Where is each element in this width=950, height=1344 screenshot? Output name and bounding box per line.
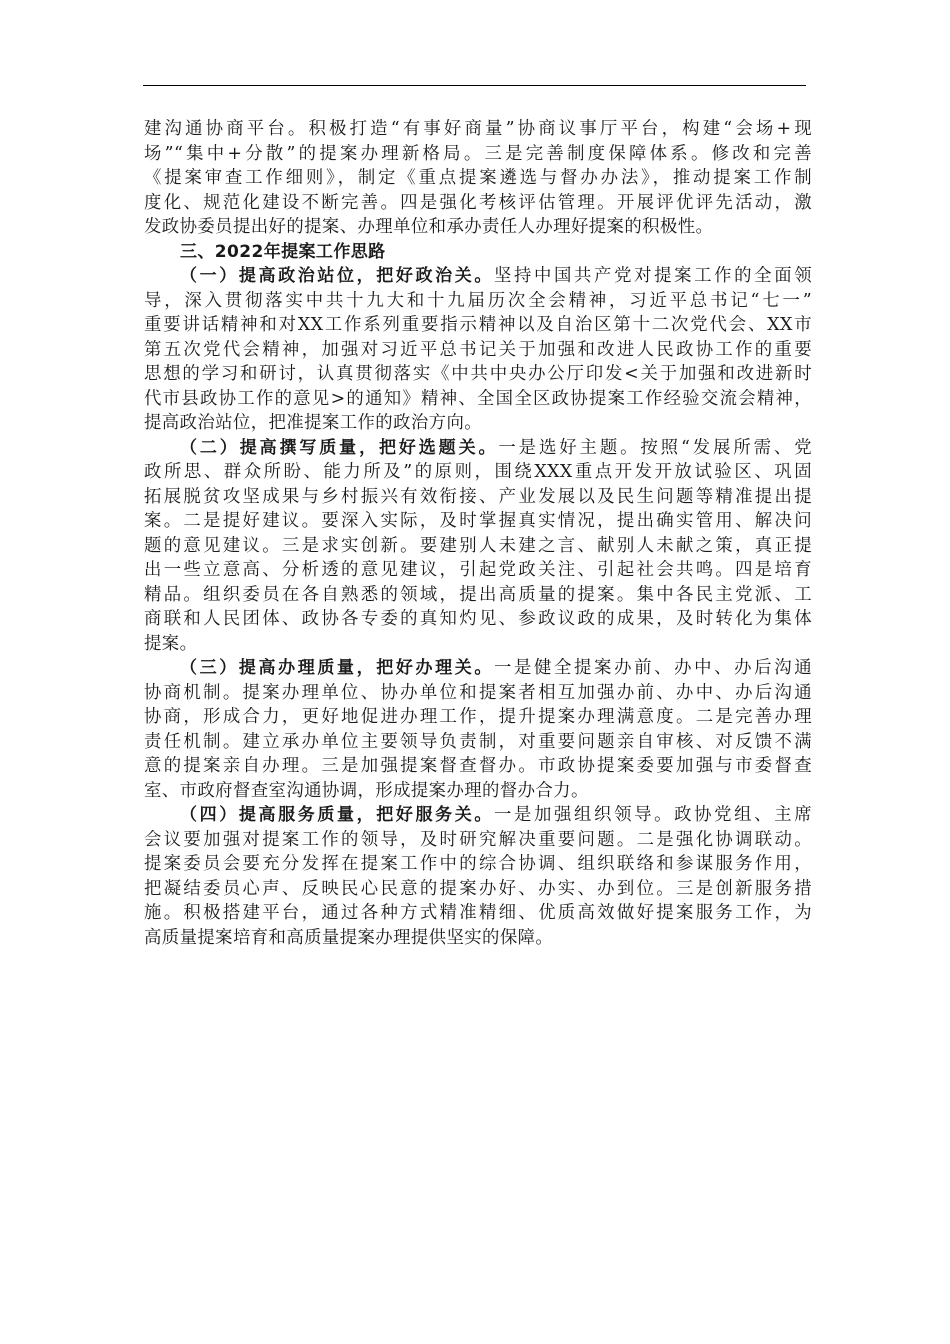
text-line: 重要讲话精神和对XX工作系列重要指示精神以及自治区第十二次党代会、XX市: [144, 315, 812, 335]
paragraph-first-line: [144, 436, 812, 461]
paragraph-text: 一是选好主题。按照“发展所需、党: [498, 437, 812, 458]
text-line: 协商机制。提案办理单位、协办单位和提案者相互加强办前、办中、办后沟通: [144, 682, 812, 703]
paragraph-lead: （三）提高办理质量，把好办理关。: [180, 658, 494, 678]
text-line: 政所思、群众所盼、能力所及”的原则，围绕XXX重点开发开放试验区、巩固: [144, 462, 812, 482]
text-line: 协商，形成合力，更好地促进办理工作，提升提案办理满意度。二是完善办理: [144, 707, 812, 727]
paragraph-text: 一是加强组织领导。政协党组、主席: [493, 805, 812, 825]
text-line: 发政协委员提出好的提案、办理单位和承办责任人办理好提案的积极性。: [144, 217, 714, 237]
text-line: 精品。组织委员在各自熟悉的领域，提出高质量的提案。集中各民主党派、工: [144, 584, 812, 605]
text-line: 出一些立意高、分析透的意见建议，引起党政关注、引起社会共鸣。四是培育: [144, 560, 812, 580]
text-line: 度化、规范化建设不断完善。四是强化考核评估管理。开展评优评先活动，激: [144, 192, 812, 213]
text-line: 题的意见建议。三是求实创新。要建别人未建之言、献别人未献之策，真正提: [144, 535, 812, 556]
paragraph-first-line: [144, 264, 812, 289]
paragraph-section-1: [144, 264, 812, 436]
paragraph-first-line: [144, 803, 812, 828]
text-line: 导，深入贯彻落实中共十九大和十九届历次全会精神，习近平总书记“七一”: [144, 290, 812, 311]
paragraph-lead: （一）提高政治站位，把好政治关。: [180, 266, 494, 286]
text-line: 商联和人民团体、政协各专委的真知灼见、参政议政的成果，及时转化为集体: [144, 609, 812, 629]
text-line: 提案。: [144, 633, 198, 654]
text-line: 第五次党代会精神，加强对习近平总书记关于加强和改进人民政协工作的重要: [144, 339, 812, 360]
text-line: 《提案审查工作细则》，制定《重点提案遴选与督办办法》，推动提案工作制: [144, 168, 812, 188]
document-body: [144, 117, 812, 950]
text-line: 思想的学习和研讨，认真贯彻落实《中共中央办公厅印发<关于加强和改进新时: [144, 364, 812, 384]
text-line: 场”“集中+分散”的提案办理新格局。三是完善制度保障体系。修改和完善: [144, 143, 812, 164]
text-line: 室、市政府督查室沟通协调，形成提案办理的督办合力。: [144, 780, 589, 801]
text-line: 提高政治站位，把准提案工作的政治方向。: [144, 413, 483, 433]
paragraph-section-4: [144, 803, 812, 950]
text-line: 责任机制。建立承办单位主要领导负责制，对重要问题亲自审核、对反馈不满: [144, 731, 812, 752]
text-line: 把凝结委员心声、反映民心民意的提案办好、办实、办到位。三是创新服务措: [144, 878, 812, 899]
paragraph-lead: （四）提高服务质量，把好服务关。: [180, 805, 494, 825]
paragraph-lead: （二）提高撰写质量，把好选题关。: [180, 437, 499, 458]
paragraph-text: 一是健全提案办前、办中、办后沟通: [493, 658, 812, 678]
text-line: 建沟通协商平台。积极打造“有事好商量”协商议事厅平台，构建“会场+现: [144, 119, 812, 139]
text-line: 代市县政协工作的意见>的通知》精神、全国全区政协提案工作经验交流会精神，: [144, 388, 812, 409]
text-line: 会议要加强对提案工作的领导，及时研究解决重要问题。二是强化协调联动。: [144, 829, 812, 850]
header-rule: [143, 85, 806, 86]
intro-paragraph: [144, 117, 812, 240]
paragraph-section-2: [144, 436, 812, 657]
text-line: 案。二是提好建议。要深入实际，及时掌握真实情况，提出确实管用、解决问: [144, 511, 812, 531]
text-line: 拓展脱贫攻坚成果与乡村振兴有效衔接、产业发展以及民生问题等精准提出提: [144, 486, 812, 507]
text-line: 提案委员会要充分发挥在提案工作中的综合协调、组织联络和参谋服务作用，: [144, 854, 812, 874]
text-line: 高质量提案培育和高质量提案办理提供坚实的保障。: [144, 927, 554, 948]
text-line: 施。积极搭建平台，通过各种方式精准精细、优质高效做好提案服务工作，为: [144, 903, 812, 923]
paragraph-first-line: [144, 656, 812, 681]
text-line: 意的提案亲自办理。三是加强提案督查督办。市政协提案委要加强与市委督查: [144, 756, 812, 776]
paragraph-text: 坚持中国共产党对提案工作的全面领: [493, 266, 812, 286]
section-heading: 三、2022年提案工作思路: [180, 241, 386, 262]
paragraph-section-3: [144, 656, 812, 803]
